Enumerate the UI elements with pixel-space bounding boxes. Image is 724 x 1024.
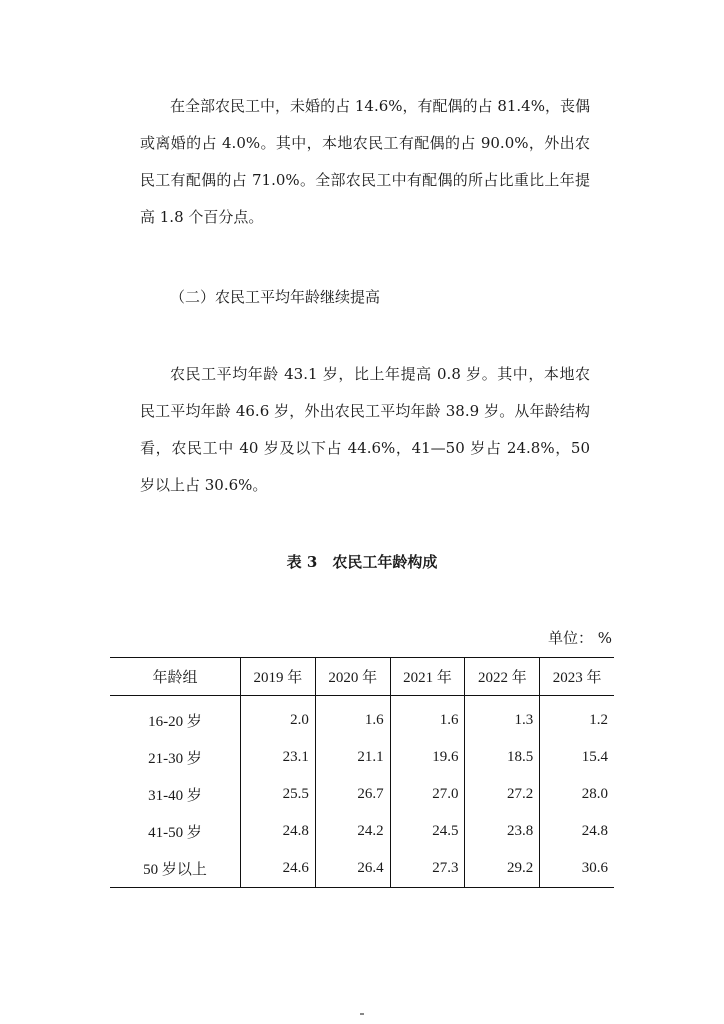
header-year: 2019 年	[241, 658, 316, 696]
value-cell: 27.2	[465, 776, 540, 813]
age-group-cell: 16-20 岁	[148, 714, 202, 730]
value-cell: 27.3	[390, 850, 465, 888]
value-cell: 28.0	[540, 776, 614, 813]
header-year: 2022 年	[465, 658, 540, 696]
table-row	[110, 696, 614, 740]
age-group-cell: 21-30 岁	[148, 751, 202, 767]
value-cell: 15.4	[540, 739, 614, 776]
table-row	[110, 776, 614, 813]
value-cell: 26.7	[315, 776, 390, 813]
header-year: 2023 年	[540, 658, 614, 696]
value-cell: 1.6	[390, 696, 465, 740]
value-cell: 24.6	[241, 850, 316, 888]
value-cell: 24.8	[540, 813, 614, 850]
value-cell: 23.1	[241, 739, 316, 776]
value-cell: 24.8	[241, 813, 316, 850]
header-age-group: 年龄组	[110, 658, 241, 696]
header-year: 2020 年	[315, 658, 390, 696]
section-subheading: （二）农民工平均年龄继续提高	[170, 288, 381, 306]
value-cell: 24.2	[315, 813, 390, 850]
table-row	[110, 850, 614, 888]
table-unit: 单位： %	[547, 629, 612, 647]
header-year: 2021 年	[390, 658, 465, 696]
value-cell: 25.5	[241, 776, 316, 813]
table-row	[110, 813, 614, 850]
age-group-cell: 31-40 岁	[148, 788, 202, 804]
age-group-cell: 50 岁以上	[110, 850, 241, 888]
paragraph-marital-status: 在全部农民工中，未婚的占 14.6%，有配偶的占 81.4%，丧偶或离婚的占 4.0%。其中，本地农民工有配偶的占 90.0%，外出农民工有配偶的占 71.0%。全部农民工中有配偶的所占比重比上年提高 1.8 个百分点。	[140, 97, 590, 226]
value-cell: 19.6	[390, 739, 465, 776]
value-cell: 24.5	[390, 813, 465, 850]
value-cell: 21.1	[315, 739, 390, 776]
value-cell: 29.2	[465, 850, 540, 888]
age-composition-table	[110, 657, 614, 888]
age-group-cell: 41-50 岁	[148, 825, 202, 841]
value-cell: 18.5	[465, 739, 540, 776]
value-cell: 1.3	[465, 696, 540, 740]
value-cell: 26.4	[315, 850, 390, 888]
table-title: 表 3 农民工年龄构成	[286, 553, 438, 571]
value-cell: 2.0	[241, 696, 316, 740]
value-cell: 30.6	[540, 850, 614, 888]
page-footer-mark	[360, 1013, 364, 1015]
paragraph-average-age: 农民工平均年龄 43.1 岁，比上年提高 0.8 岁。其中，本地农民工平均年龄 46.6 岁，外出农民工平均年龄 38.9 岁。从年龄结构看，农民工中 40 岁及以下占 44.6%，41—50 岁占 24.8%，50 岁以上占 30.6%。	[140, 365, 590, 494]
value-cell: 23.8	[465, 813, 540, 850]
value-cell: 1.6	[315, 696, 390, 740]
value-cell: 1.2	[540, 696, 614, 740]
table-header-row	[110, 658, 614, 696]
value-cell: 27.0	[390, 776, 465, 813]
table-row	[110, 739, 614, 776]
